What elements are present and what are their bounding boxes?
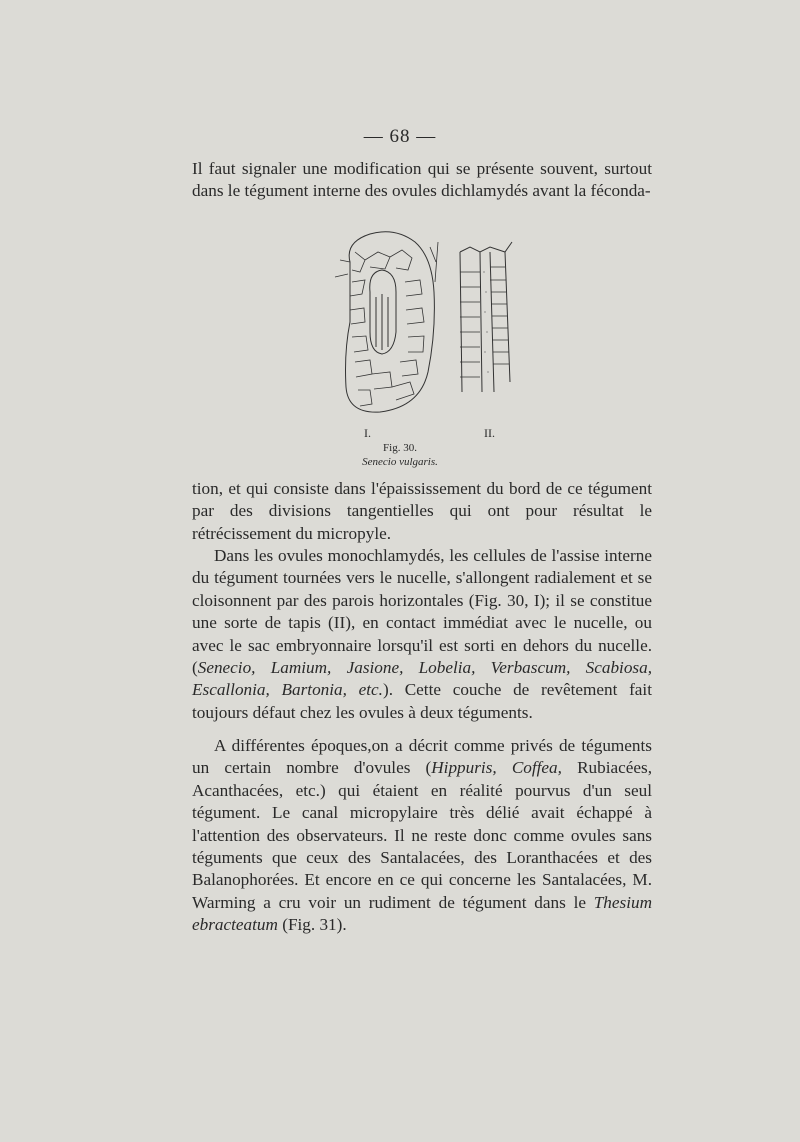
figure-ovule-cells xyxy=(310,222,530,422)
paragraph-sans-teguments xyxy=(192,735,652,937)
p3-text-b: ). Cette couche de revêtement fait toujours défaut chez les ovules à deux téguments. xyxy=(192,680,652,722)
figure-caption xyxy=(0,441,800,469)
p4-species: Thesium ebracteatum xyxy=(192,892,652,935)
p4-genera: Hippuris, Coffea, xyxy=(431,758,562,778)
paragraph-monochlamydes xyxy=(192,545,652,724)
figure-species: Senecio vulgaris. xyxy=(362,456,438,468)
p3-text-a: Dans les ovules monochlamydés, les cellules de l'assise interne du tégument tournées vers le nucelle, s'allongent radialement et se cloisonnent par des parois horizontales (Fig. 30, I); il se constitue une sorte de tapis (II), en contact immédiat avec le nucelle, ou avec le sac embryonnaire lorsqu'il est sorti en dehors du nucelle. ( xyxy=(192,546,652,678)
p4-text-a: A différentes époques,on a décrit comme privés de téguments un certain nombre d'ovules ( xyxy=(192,736,652,778)
p3-genera: Senecio, Lamium, Jasione, Lobelia, Verbascum, Scabiosa, Escallonia, Bartonia, etc. xyxy=(192,658,652,700)
figure-label-ii: II. xyxy=(484,426,495,440)
page-number: — 68 — xyxy=(363,126,437,147)
p4-text-c: (Fig. 31). xyxy=(277,915,347,935)
p4-text-b: Rubiacées, Acanthacées, etc.) qui étaient en réalité pourvus d'un seul tégument. Le canal micropylaire très délié avait échappé à l'attention des observateurs. Il ne reste donc comme ovules sans téguments que ceux des Santalacées, des Loranthacées et des Balanophorées. Et encore en ce qui concerne les Santalacées, M. Warming a cru voir un rudiment de tégument dans le xyxy=(192,758,653,912)
figure-number: Fig. 30. xyxy=(383,442,417,454)
figure-label-i: I. xyxy=(364,426,371,440)
paragraph-continuation: tion, et qui consiste dans l'épaississement du bord de ce tégument par des divisions tangentielles qui ont pour résultat le rétrécissement du micropyle. xyxy=(192,479,652,543)
paragraph-intro: Il faut signaler une modification qui se présente souvent, surtout dans le tégument interne des ovules dichlamydés avant la féconda- xyxy=(192,159,652,201)
